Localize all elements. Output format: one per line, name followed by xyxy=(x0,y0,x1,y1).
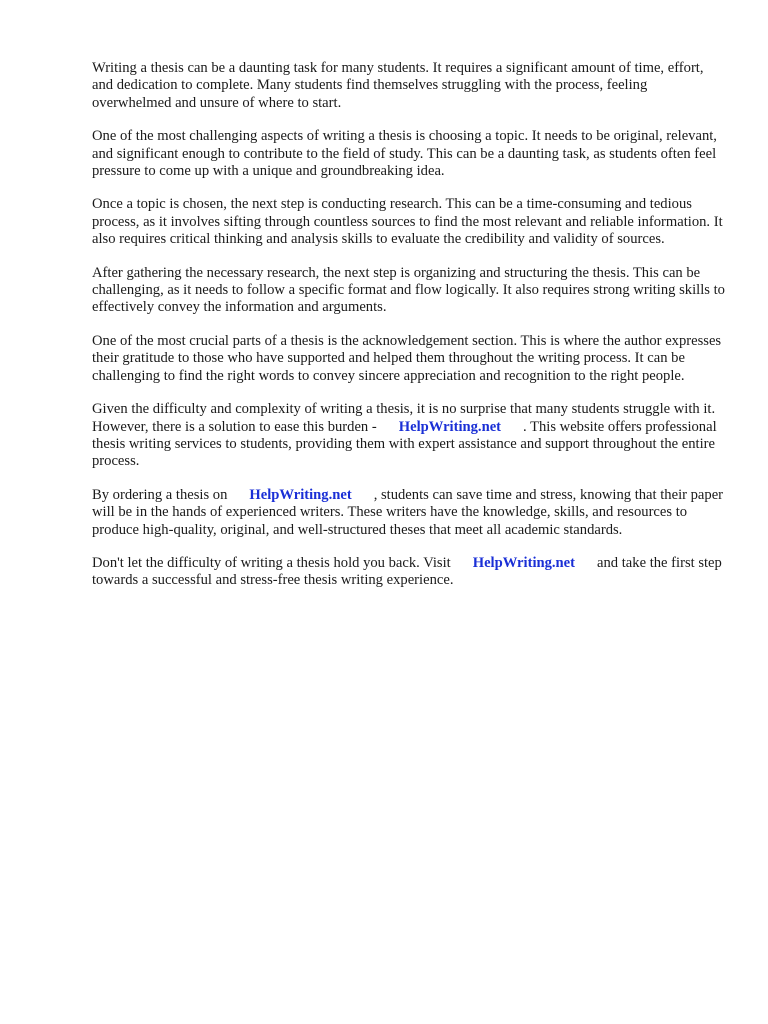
paragraph-8 xyxy=(92,555,728,590)
paragraph-5: One of the most crucial parts of a thesis is the acknowledgement section. This is where the author expresses their gratitude to those who have supported and helped them throughout the writing process. It can be challenging to find the right words to convey sincere appreciation and recognition to the right people. xyxy=(92,332,722,384)
paragraph-6 xyxy=(92,401,728,471)
paragraph-3: Once a topic is chosen, the next step is conducting research. This can be a time-consuming and tedious process, as it involves sifting through countless sources to find the most relevant and reliable information. It also requires critical thinking and analysis skills to evaluate the credibility and validity of sources. xyxy=(92,196,723,248)
paragraph-6-text-after: . This website offers professional thesis writing services to students, providing them with expert assistance and support throughout the entire process. xyxy=(92,418,717,470)
paragraph-7 xyxy=(92,487,728,539)
paragraph-1: Writing a thesis can be a daunting task for many students. It requires a significant amount of time, effort, and dedication to complete. Many students find themselves struggling with the process, feeling overwhelmed and unsure of where to start. xyxy=(92,60,704,111)
paragraph-4: After gathering the necessary research, the next step is organizing and structuring the thesis. This can be challenging, as it needs to follow a specific format and flow logically. It also requires strong writing skills to effectively convey the information and arguments. xyxy=(92,264,725,316)
helpwriting-link-1[interactable]: HelpWriting.net xyxy=(398,418,502,435)
paragraph-6-text-before: Given the difficulty and complexity of writing a thesis, it is no surprise that many students struggle with it. However, there is a solution to ease this burden - xyxy=(92,401,716,435)
paragraph-7-text-before: By ordering a thesis on xyxy=(92,486,228,503)
paragraph-2: One of the most challenging aspects of writing a thesis is choosing a topic. It needs to be original, relevant, and significant enough to contribute to the field of study. This can be a daunting task, as students often feel pressure to come up with a unique and groundbreaking idea. xyxy=(92,128,717,180)
paragraph-8-text-after: and take the first step towards a successful and stress-free thesis writing experience. xyxy=(92,554,722,589)
document-body xyxy=(92,60,728,606)
paragraph-8-text-before: Don't let the difficulty of writing a thesis hold you back. Visit xyxy=(92,554,451,571)
helpwriting-link-2[interactable]: HelpWriting.net xyxy=(249,486,352,503)
helpwriting-link-3[interactable]: HelpWriting.net xyxy=(472,554,576,571)
paragraph-7-text-after: , students can save time and stress, knowing that their paper will be in the hands of experienced writers. These writers have the knowledge, skills, and resources to produce high-quality, original, and well-structured theses that meet all academic standards. xyxy=(92,486,724,538)
